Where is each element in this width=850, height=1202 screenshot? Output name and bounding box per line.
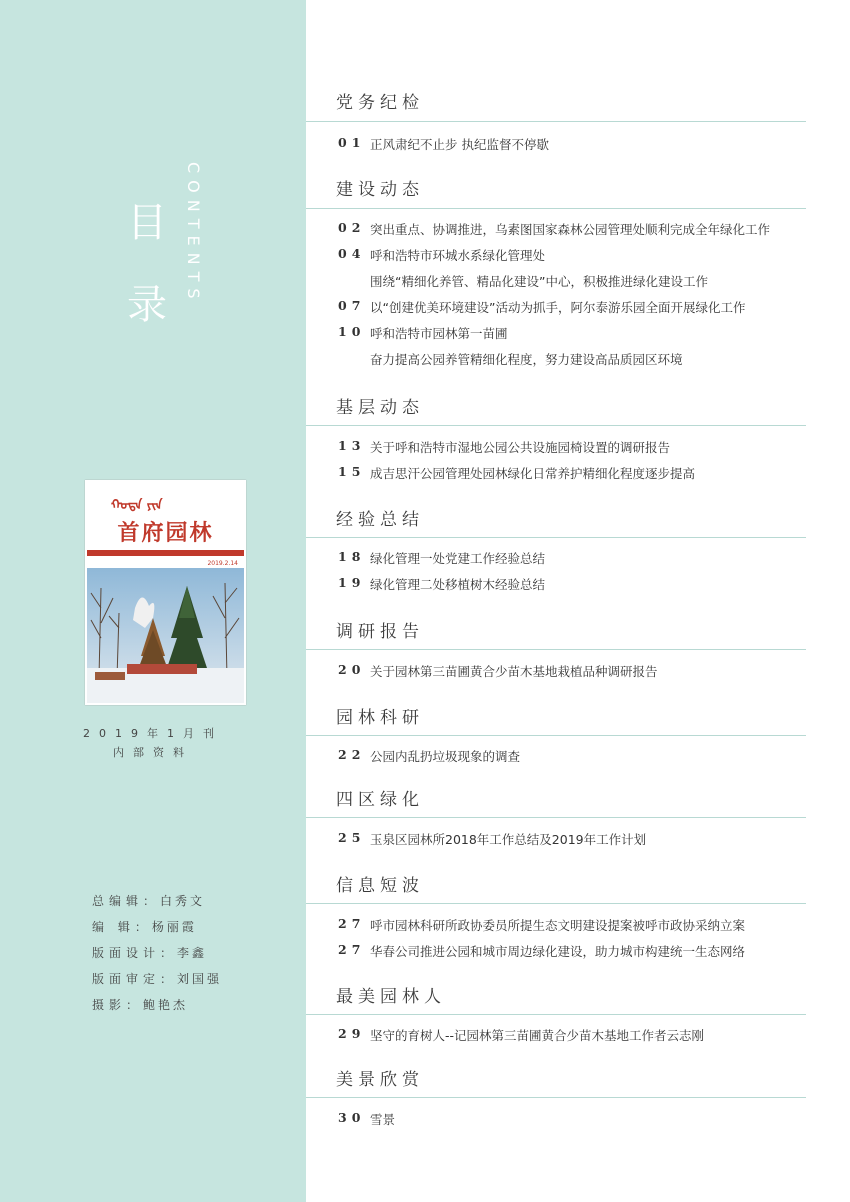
page-number: 02: [338, 220, 366, 235]
toc-entry[interactable]: [306, 916, 850, 936]
toc-entry[interactable]: [306, 747, 850, 767]
staff-role: 摄影：: [92, 998, 144, 1012]
toc-entry[interactable]: [306, 464, 850, 484]
toc-entry[interactable]: [306, 830, 850, 850]
staff-row: [92, 888, 222, 914]
toc-entry[interactable]: [306, 246, 850, 266]
toc-entry[interactable]: [306, 135, 850, 155]
section-divider: [306, 735, 806, 736]
cover-red-band: [87, 550, 244, 556]
entry-title: 绿化管理二处移植树木经验总结: [370, 577, 546, 592]
publication-type: 内部资料: [113, 746, 193, 759]
staff-row: [92, 992, 222, 1018]
section-divider: [306, 425, 806, 426]
staff-name: 杨丽霞: [151, 920, 197, 934]
staff-role: 总编辑：: [92, 894, 161, 908]
page-number: 27: [338, 942, 366, 957]
toc-title-char-1: 目: [127, 200, 167, 246]
page-number: 01: [338, 135, 366, 150]
publication-info: [0, 724, 306, 762]
page-number: 04: [338, 246, 366, 261]
section-divider: [306, 903, 806, 904]
entry-title: 关于呼和浩特市湿地公园公共设施园椅设置的调研报告: [370, 440, 671, 455]
entry-title: 突出重点、协调推进，乌素图国家森林公园管理处顺利完成全年绿化工作: [370, 222, 771, 237]
entry-title: 呼市园林科研所政协委员所提生态文明建设提案被呼市政协采纳立案: [370, 918, 746, 933]
page-number: 22: [338, 747, 366, 762]
page-number: 29: [338, 1026, 366, 1041]
toc-entry[interactable]: [306, 549, 850, 569]
cover-thumbnail: [85, 480, 246, 705]
staff-row: [92, 940, 222, 966]
cover-mongolian-title: ᠬᠣᠲᠠ ᠶᠢᠨ: [111, 498, 163, 513]
entry-title: 呼和浩特市环城水系绿化管理处: [370, 248, 546, 263]
table-of-contents: [306, 0, 850, 1202]
toc-entry-continuation[interactable]: [306, 350, 850, 370]
staff-name: 白秀文: [160, 894, 206, 908]
toc-entry[interactable]: [306, 298, 850, 318]
section-heading: 调研报告: [336, 622, 424, 642]
page-number: 27: [338, 916, 366, 931]
section-heading: 经验总结: [336, 510, 424, 530]
entry-title: 奋力提高公园养管精细化程度，努力建设高品质园区环境: [370, 352, 683, 367]
section-divider: [306, 537, 806, 538]
cover-snow-photo: [87, 568, 244, 703]
toc-entry[interactable]: [306, 438, 850, 458]
toc-entry[interactable]: [306, 220, 850, 240]
entry-title: 玉泉区园林所2018年工作总结及2019年工作计划: [370, 832, 647, 847]
cover-issue-date: 2019.2.14: [207, 560, 238, 567]
toc-entry[interactable]: [306, 324, 850, 344]
sidebar-panel: [0, 0, 306, 1202]
section-heading: 园林科研: [336, 708, 424, 728]
staff-name: 李鑫: [177, 946, 208, 960]
toc-title: [122, 182, 172, 346]
section-heading: 信息短波: [336, 876, 424, 896]
staff-row: [92, 966, 222, 992]
section-divider: [306, 208, 806, 209]
staff-name: 鲍艳杰: [143, 998, 189, 1012]
contents-label: CONTENTS: [184, 162, 203, 306]
page-number: 30: [338, 1110, 366, 1125]
toc-entry-continuation[interactable]: [306, 272, 850, 292]
section-divider: [306, 649, 806, 650]
publication-date: 2019年1月刊: [83, 727, 223, 740]
section-heading: 美景欣赏: [336, 1070, 424, 1090]
entry-title: 以“创建优美环境建设”活动为抓手，阿尔泰游乐园全面开展绿化工作: [370, 300, 746, 315]
entry-title: 坚守的育树人--记园林第三苗圃黄合少苗木基地工作者云志刚: [370, 1028, 705, 1043]
toc-entry[interactable]: [306, 942, 850, 962]
page-number: 25: [338, 830, 366, 845]
page-number: 19: [338, 575, 366, 590]
staff-role: 编 辑：: [92, 920, 152, 934]
page-number: 07: [338, 298, 366, 313]
entry-title: 公园内乱扔垃圾现象的调查: [370, 749, 521, 764]
staff-role: 版面审定：: [92, 972, 178, 986]
section-divider: [306, 817, 806, 818]
entry-title: 正风肃纪不止步 执纪监督不停歇: [370, 137, 549, 152]
entry-title: 关于园林第三苗圃黄合少苗木基地栽植品种调研报告: [370, 664, 658, 679]
page-number: 10: [338, 324, 366, 339]
toc-title-char-2: 录: [127, 282, 167, 328]
staff-name: 刘国强: [177, 972, 223, 986]
entry-title: 华春公司推进公园和城市周边绿化建设，助力城市构建统一生态网络: [370, 944, 746, 959]
page-number: 13: [338, 438, 366, 453]
section-heading: 党务纪检: [336, 93, 424, 113]
entry-title: 围绕“精细化养管、精品化建设”中心，积极推进绿化建设工作: [370, 274, 708, 289]
section-heading: 最美园林人: [336, 987, 446, 1007]
section-heading: 基层动态: [336, 398, 424, 418]
section-divider: [306, 1014, 806, 1015]
toc-entry[interactable]: [306, 575, 850, 595]
staff-credits: [92, 888, 222, 1018]
entry-title: 成吉思汗公园管理处园林绿化日常养护精细化程度逐步提高: [370, 466, 696, 481]
section-heading: 四区绿化: [336, 790, 424, 810]
page-number: 20: [338, 662, 366, 677]
entry-title: 呼和浩特市园林第一苗圃: [370, 326, 508, 341]
page-number: 18: [338, 549, 366, 564]
toc-entry[interactable]: [306, 1110, 850, 1130]
toc-entry[interactable]: [306, 1026, 850, 1046]
entry-title: 雪景: [370, 1112, 396, 1127]
entry-title: 绿化管理一处党建工作经验总结: [370, 551, 546, 566]
section-divider: [306, 121, 806, 122]
section-heading: 建设动态: [336, 180, 424, 200]
toc-entry[interactable]: [306, 662, 850, 682]
staff-role: 版面设计：: [92, 946, 178, 960]
page-number: 15: [338, 464, 366, 479]
staff-row: [92, 914, 222, 940]
cover-title: 首府园林: [117, 520, 214, 546]
section-divider: [306, 1097, 806, 1098]
